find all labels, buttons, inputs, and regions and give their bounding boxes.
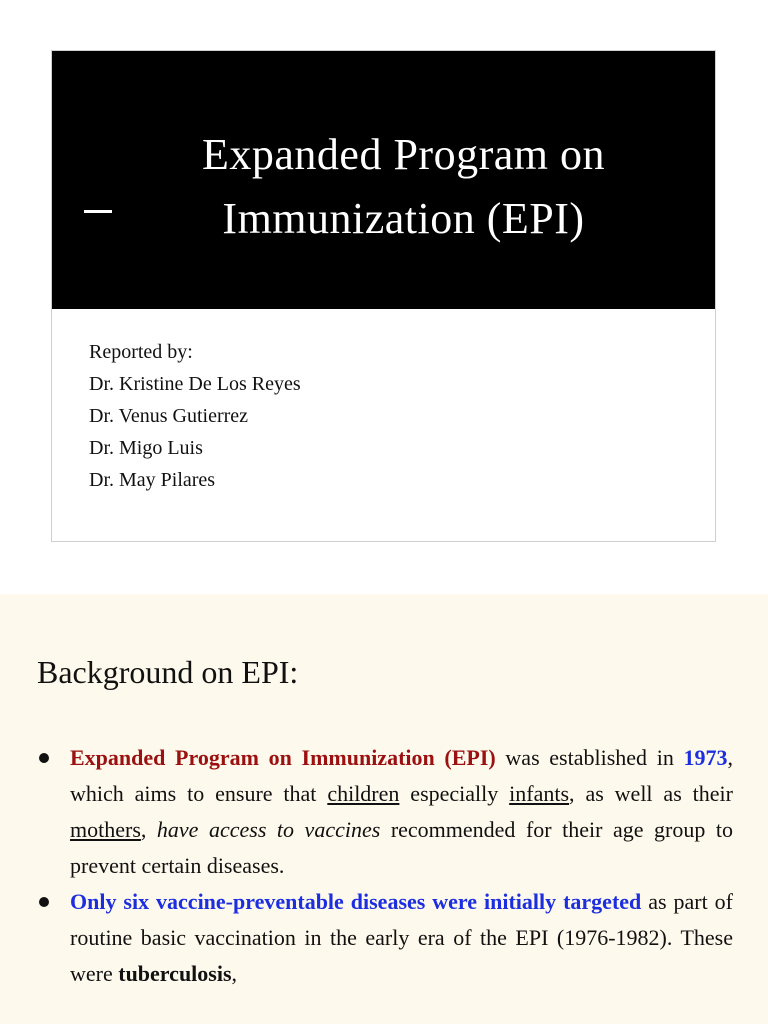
slide-title-line-1: Expanded Program on	[202, 130, 605, 179]
title-slide-header	[52, 51, 715, 309]
bullet-text: ,	[231, 961, 238, 986]
reporter-name: Dr. May Pilares	[89, 469, 216, 491]
epi-program-name: Expanded Program on Immunization (EPI)	[70, 745, 496, 770]
bullet-item-epi-established	[37, 740, 733, 884]
slide-title-line-2: Immunization (EPI)	[222, 194, 585, 243]
children-term: children	[327, 781, 400, 806]
background-heading: Background on EPI:	[37, 654, 299, 690]
six-diseases-highlight: Only six vaccine-preventable diseases were initially targeted	[70, 889, 642, 914]
title-slide	[51, 50, 716, 542]
access-phrase: have access to vaccines	[156, 817, 381, 842]
bullet-item-six-diseases	[37, 884, 733, 992]
bullet-text: , as well as their	[569, 781, 733, 806]
mothers-term: mothers	[70, 817, 141, 842]
reported-by-label: Reported by:	[89, 341, 193, 363]
reporters-block	[89, 336, 301, 496]
reporter-name: Dr. Kristine De Los Reyes	[89, 373, 301, 395]
bullet-text: , which aims to ensure that	[70, 745, 733, 806]
bullet-text: recommended for their age group to prevent certain diseases.	[70, 817, 734, 878]
background-bullet-list	[37, 740, 733, 992]
reporter-name: Dr. Migo Luis	[89, 437, 203, 459]
reporter-name: Dr. Venus Gutierrez	[89, 405, 249, 427]
bullet-dot-icon	[39, 897, 49, 907]
bullet-text: ,	[140, 817, 157, 842]
bullet-dot-icon	[39, 753, 49, 763]
bullet-text: especially	[399, 781, 510, 806]
bullet-text: was established in	[495, 745, 684, 770]
background-slide	[0, 594, 768, 1024]
bullet-text: as part of routine basic vaccination in the early era of the EPI (1976-1982). These were	[70, 889, 733, 986]
title-dash	[84, 210, 112, 213]
epi-year: 1973	[683, 745, 728, 770]
disease-tuberculosis: tuberculosis	[118, 961, 232, 986]
infants-term: infants	[509, 781, 570, 806]
slide-title	[112, 123, 695, 251]
